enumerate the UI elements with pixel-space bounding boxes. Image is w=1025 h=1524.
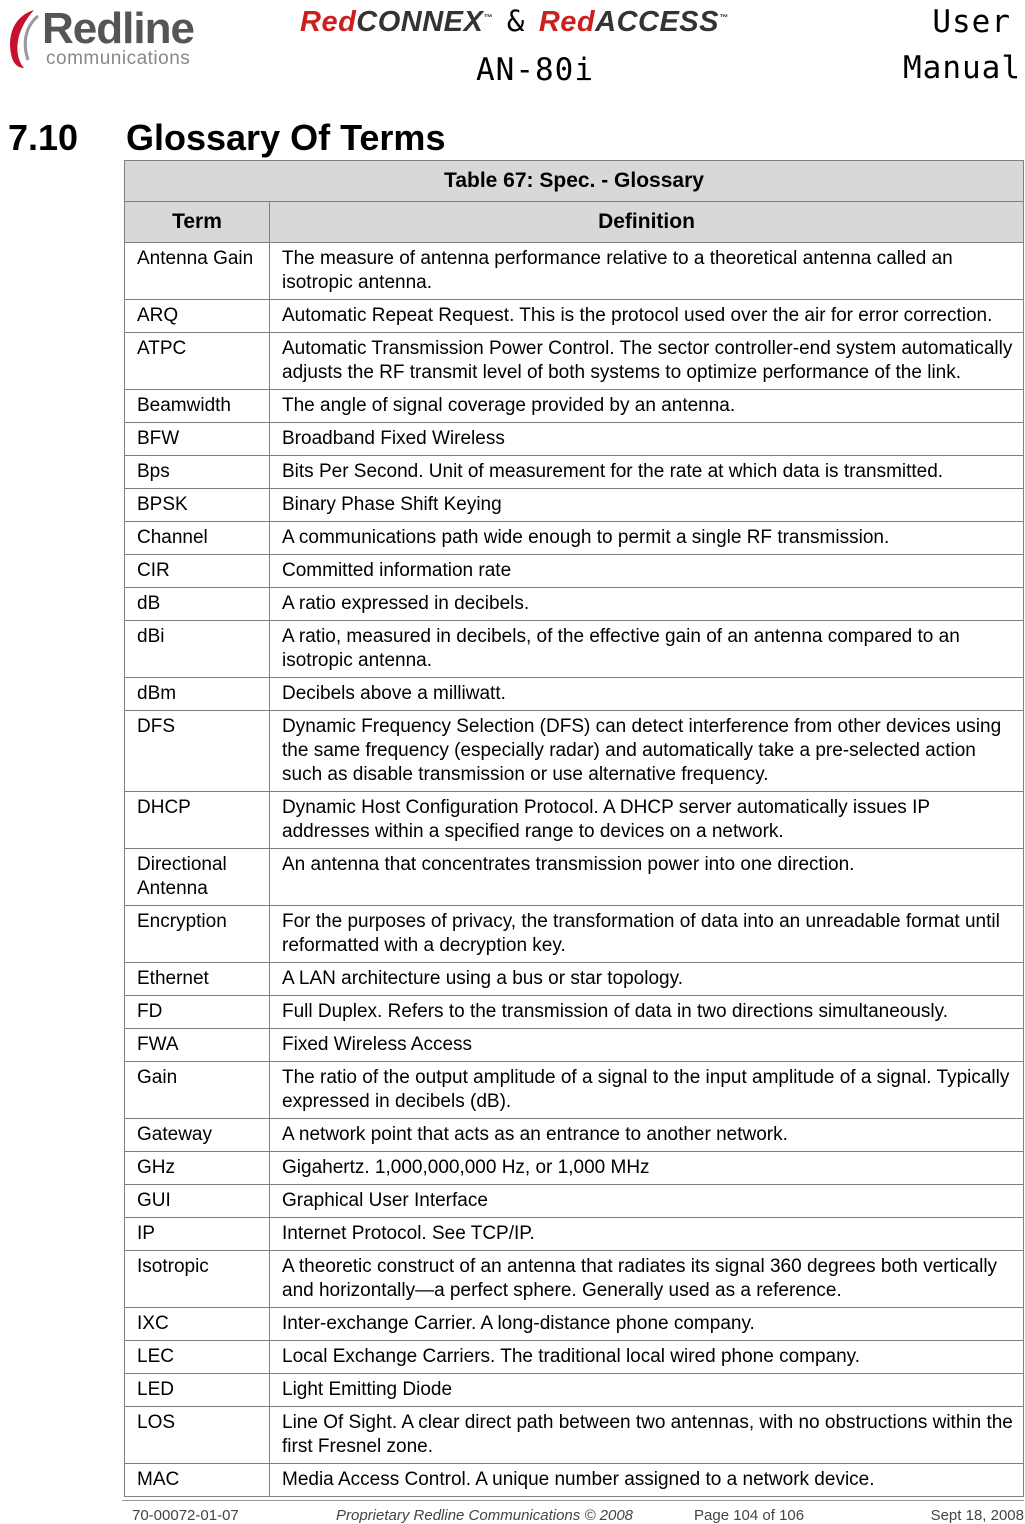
glossary-term: BPSK bbox=[125, 489, 270, 522]
column-header-definition: Definition bbox=[270, 202, 1024, 243]
glossary-term: ARQ bbox=[125, 300, 270, 333]
table-row bbox=[125, 1251, 1024, 1308]
section-number: 7.10 bbox=[8, 117, 79, 158]
glossary-term: Beamwidth bbox=[125, 390, 270, 423]
glossary-definition: Committed information rate bbox=[270, 555, 1024, 588]
glossary-definition: Decibels above a milliwatt. bbox=[270, 678, 1024, 711]
glossary-term: DFS bbox=[125, 711, 270, 792]
footer-doc-number: 70-00072-01-07 bbox=[132, 1507, 239, 1524]
table-row bbox=[125, 1341, 1024, 1374]
glossary-term: FWA bbox=[125, 1029, 270, 1062]
table-row bbox=[125, 963, 1024, 996]
footer-date: Sept 18, 2008 bbox=[930, 1507, 1024, 1524]
glossary-definition: A theoretic construct of an antenna that radiates its signal 360 degrees both vertically and horizontally—a perfect sphere. Generally used as a reference. bbox=[270, 1251, 1024, 1308]
table-row bbox=[125, 522, 1024, 555]
section-heading bbox=[8, 117, 445, 159]
glossary-definition: Automatic Repeat Request. This is the protocol used over the air for error correction. bbox=[270, 300, 1024, 333]
table-row bbox=[125, 1152, 1024, 1185]
glossary-definition: A network point that acts as an entrance to another network. bbox=[270, 1119, 1024, 1152]
section-title: Glossary Of Terms bbox=[126, 117, 446, 158]
glossary-term: IXC bbox=[125, 1308, 270, 1341]
footer-proprietary: Proprietary Redline Communications © 2008 bbox=[336, 1507, 634, 1524]
glossary-term: dBm bbox=[125, 678, 270, 711]
glossary-term: DHCP bbox=[125, 792, 270, 849]
table-row bbox=[125, 1119, 1024, 1152]
glossary-definition: Full Duplex. Refers to the transmission of data in two directions simultaneously. bbox=[270, 996, 1024, 1029]
table-row bbox=[125, 678, 1024, 711]
table-row bbox=[125, 621, 1024, 678]
product-model: AN-80i bbox=[476, 52, 594, 88]
glossary-definition: A LAN architecture using a bus or star topology. bbox=[270, 963, 1024, 996]
glossary-definition: Dynamic Frequency Selection (DFS) can detect interference from other devices using the same frequency (especially radar) and automatically take a pre-selected action such as disable transmission or use alternative frequency. bbox=[270, 711, 1024, 792]
glossary-term: ATPC bbox=[125, 333, 270, 390]
glossary-definition: Automatic Transmission Power Control. The sector controller-end system automatically adjusts the RF transmit level of both systems to optimize performance of the link. bbox=[270, 333, 1024, 390]
glossary-term: BFW bbox=[125, 423, 270, 456]
trademark-symbol: ™ bbox=[483, 12, 493, 23]
glossary-definition: Local Exchange Carriers. The traditional local wired phone company. bbox=[270, 1341, 1024, 1374]
glossary-term: Ethernet bbox=[125, 963, 270, 996]
glossary-definition: Light Emitting Diode bbox=[270, 1374, 1024, 1407]
glossary-table bbox=[124, 160, 1024, 1497]
glossary-term: Gain bbox=[125, 1062, 270, 1119]
glossary-rows bbox=[125, 243, 1024, 1497]
glossary-definition: For the purposes of privacy, the transformation of data into an unreadable format until reformatted with a decryption key. bbox=[270, 906, 1024, 963]
glossary-term: dB bbox=[125, 588, 270, 621]
footer-page-number: Page 104 of 106 bbox=[694, 1507, 805, 1524]
brand-ampersand: & bbox=[506, 4, 525, 38]
glossary-term: Isotropic bbox=[125, 1251, 270, 1308]
table-row bbox=[125, 333, 1024, 390]
glossary-term: LED bbox=[125, 1374, 270, 1407]
glossary-definition: Media Access Control. A unique number assigned to a network device. bbox=[270, 1464, 1024, 1497]
page-header bbox=[0, 0, 1025, 100]
glossary-definition: Bits Per Second. Unit of measurement for the rate at which data is transmitted. bbox=[270, 456, 1024, 489]
logo-wordmark: Redline bbox=[42, 4, 194, 53]
table-caption: Table 67: Spec. - Glossary bbox=[125, 161, 1024, 202]
glossary-definition: Inter-exchange Carrier. A long-distance phone company. bbox=[270, 1308, 1024, 1341]
table-row bbox=[125, 1308, 1024, 1341]
glossary-definition: Internet Protocol. See TCP/IP. bbox=[270, 1218, 1024, 1251]
table-row bbox=[125, 1062, 1024, 1119]
glossary-term: LOS bbox=[125, 1407, 270, 1464]
table-row bbox=[125, 390, 1024, 423]
glossary-term: Encryption bbox=[125, 906, 270, 963]
table-row bbox=[125, 300, 1024, 333]
glossary-definition: The ratio of the output amplitude of a signal to the input amplitude of a signal. Typically expressed in decibels (dB). bbox=[270, 1062, 1024, 1119]
glossary-definition: A communications path wide enough to permit a single RF transmission. bbox=[270, 522, 1024, 555]
table-row bbox=[125, 792, 1024, 849]
glossary-term: Antenna Gain bbox=[125, 243, 270, 300]
glossary-definition: Line Of Sight. A clear direct path between two antennas, with no obstructions within the first Fresnel zone. bbox=[270, 1407, 1024, 1464]
brand-redconnex-dark: CONNEX bbox=[356, 6, 484, 38]
redline-logo bbox=[4, 4, 214, 74]
brand-redaccess-red: Red bbox=[538, 6, 596, 38]
table-row bbox=[125, 489, 1024, 522]
glossary-definition: Gigahertz. 1,000,000,000 Hz, or 1,000 MHz bbox=[270, 1152, 1024, 1185]
glossary-definition: Graphical User Interface bbox=[270, 1185, 1024, 1218]
glossary-definition: The measure of antenna performance relative to a theoretical antenna called an isotropic antenna. bbox=[270, 243, 1024, 300]
manual-title-line2: Manual bbox=[903, 50, 1021, 86]
table-row bbox=[125, 1185, 1024, 1218]
trademark-symbol: ™ bbox=[719, 12, 729, 23]
glossary-term: Channel bbox=[125, 522, 270, 555]
glossary-definition: The angle of signal coverage provided by an antenna. bbox=[270, 390, 1024, 423]
manual-title-line1: User bbox=[932, 4, 1011, 40]
column-header-term: Term bbox=[125, 202, 270, 243]
logo-subtitle: communications bbox=[46, 48, 191, 69]
product-brands bbox=[300, 4, 729, 39]
glossary-term: MAC bbox=[125, 1464, 270, 1497]
glossary-definition: Dynamic Host Configuration Protocol. A DHCP server automatically issues IP addresses within a specified range to devices on a network. bbox=[270, 792, 1024, 849]
glossary-definition: An antenna that concentrates transmission power into one direction. bbox=[270, 849, 1024, 906]
glossary-term: IP bbox=[125, 1218, 270, 1251]
table-row bbox=[125, 711, 1024, 792]
glossary-term: Bps bbox=[125, 456, 270, 489]
glossary-term: Directional Antenna bbox=[125, 849, 270, 906]
table-row bbox=[125, 996, 1024, 1029]
table-row bbox=[125, 1374, 1024, 1407]
table-row bbox=[125, 1218, 1024, 1251]
table-row bbox=[125, 243, 1024, 300]
brand-redaccess-dark: ACCESS bbox=[595, 6, 719, 38]
redline-swoosh-icon bbox=[4, 6, 44, 70]
glossary-term: GHz bbox=[125, 1152, 270, 1185]
glossary-definition: A ratio expressed in decibels. bbox=[270, 588, 1024, 621]
glossary-term: LEC bbox=[125, 1341, 270, 1374]
glossary-term: GUI bbox=[125, 1185, 270, 1218]
table-row bbox=[125, 849, 1024, 906]
glossary-definition: Broadband Fixed Wireless bbox=[270, 423, 1024, 456]
table-row bbox=[125, 1464, 1024, 1497]
glossary-definition: Binary Phase Shift Keying bbox=[270, 489, 1024, 522]
table-row bbox=[125, 1029, 1024, 1062]
glossary-term: dBi bbox=[125, 621, 270, 678]
table-row bbox=[125, 588, 1024, 621]
table-row bbox=[125, 456, 1024, 489]
page-footer bbox=[122, 1500, 1024, 1524]
table-row bbox=[125, 906, 1024, 963]
table-row bbox=[125, 1407, 1024, 1464]
table-row bbox=[125, 423, 1024, 456]
table-row bbox=[125, 555, 1024, 588]
brand-redconnex-red: Red bbox=[300, 6, 357, 38]
glossary-definition: Fixed Wireless Access bbox=[270, 1029, 1024, 1062]
glossary-term: CIR bbox=[125, 555, 270, 588]
glossary-term: FD bbox=[125, 996, 270, 1029]
glossary-term: Gateway bbox=[125, 1119, 270, 1152]
glossary-definition: A ratio, measured in decibels, of the effective gain of an antenna compared to an isotropic antenna. bbox=[270, 621, 1024, 678]
